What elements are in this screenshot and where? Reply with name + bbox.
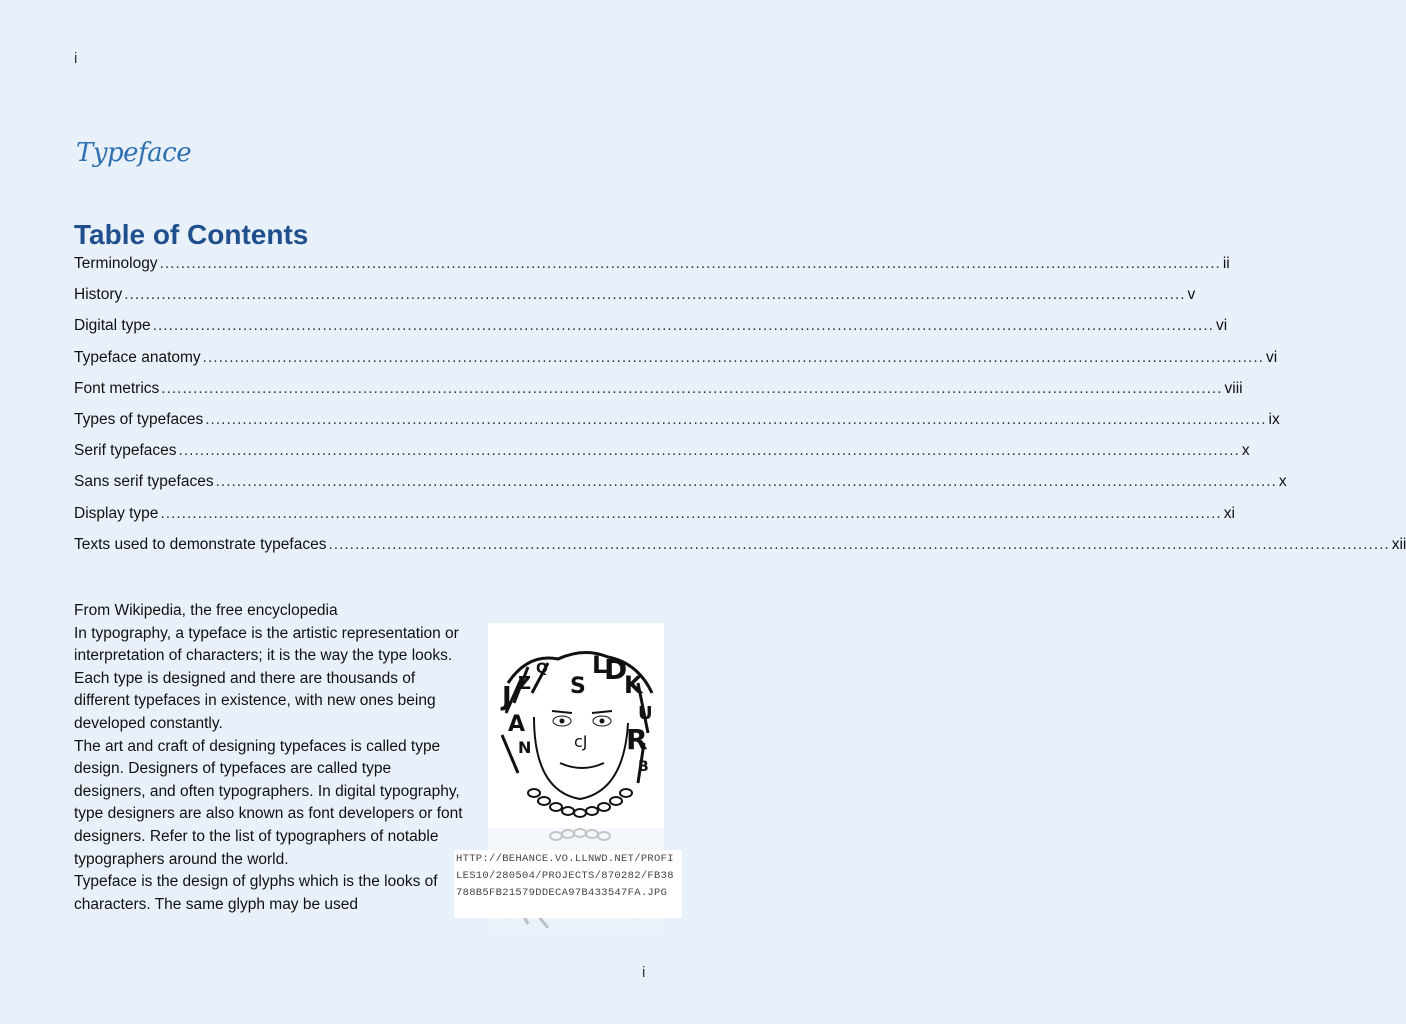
toc-entry-label: Types of typefaces xyxy=(74,410,204,428)
toc-leader-dots: ........................................................................................................................................................................................................ xyxy=(205,410,1267,428)
header-page-number: i xyxy=(74,50,78,67)
paragraph-2: The art and craft of designing typefaces is called type design. Designers of typefaces are called type designers, and often typographers. In digital typography, type designers are also known as font developers or font designers. Refer to the list of typographers of notable typographers around the world. xyxy=(74,737,463,868)
toc-leader-dots: ........................................................................................................................................................................................................ xyxy=(160,504,1222,522)
toc-heading: Table of Contents xyxy=(74,219,309,250)
letter-n: N xyxy=(518,738,532,757)
toc-entry[interactable] xyxy=(74,255,1230,286)
letter-u: U xyxy=(638,703,653,724)
paragraph-3: Typeface is the design of glyphs which is the looks of characters. The same glyph may be used xyxy=(74,873,438,913)
source-line: From Wikipedia, the free encyclopedia xyxy=(74,602,338,619)
toc-entry-label: Digital type xyxy=(74,317,151,335)
toc-entry-page: xi xyxy=(1223,504,1235,522)
toc-leader-dots: ........................................................................................................................................................................................................ xyxy=(159,255,1221,272)
toc-leader-dots: ........................................................................................................................................................................................................ xyxy=(152,317,1214,335)
toc-leader-dots: ........................................................................................................................................................................................................ xyxy=(124,286,1186,304)
toc-entry-page: v xyxy=(1187,286,1196,304)
toc-entry[interactable] xyxy=(74,348,1278,380)
toc-entry-page: xii xyxy=(1391,535,1406,553)
nose-letters: cJ xyxy=(574,732,588,751)
chain-necklace xyxy=(528,789,632,817)
toc-entry-page: ix xyxy=(1268,410,1280,428)
letter-q: Q xyxy=(536,661,548,677)
toc-entry[interactable] xyxy=(74,410,1280,442)
letter-z: Z xyxy=(518,673,532,694)
toc-entry[interactable] xyxy=(74,504,1235,536)
toc-entry[interactable] xyxy=(74,317,1228,348)
toc-entry[interactable] xyxy=(74,286,1196,317)
toc-entry-label: History xyxy=(74,286,123,304)
letter-a: A xyxy=(508,712,526,737)
toc-entry-page: x xyxy=(1278,473,1287,491)
face-outline xyxy=(534,717,628,799)
paragraph-1: In typography, a typeface is the artistic representation or interpretation of characters; it is the way the type looks. Each type is designed and there are thousands of different typefaces in existence, with new ones being developed constantly. xyxy=(74,624,459,732)
toc-entry[interactable] xyxy=(74,442,1250,473)
toc-entry[interactable] xyxy=(74,379,1243,411)
letter-s: S xyxy=(570,674,586,699)
mouth xyxy=(560,763,604,768)
toc-leader-dots: ........................................................................................................................................................................................................ xyxy=(178,442,1240,460)
toc-entry-label: Typeface anatomy xyxy=(74,348,201,366)
toc-leader-dots: ........................................................................................................................................................................................................ xyxy=(215,473,1277,491)
typography-face-illustration xyxy=(488,623,664,828)
letter-j: J xyxy=(502,682,512,712)
footer-page-number: i xyxy=(642,964,646,981)
toc-leader-dots: ........................................................................................................................................................................................................ xyxy=(161,379,1223,397)
letter-b: B xyxy=(638,759,649,775)
letter-k: K xyxy=(624,671,643,699)
toc-entry[interactable] xyxy=(74,473,1287,504)
toc-leader-dots: ........................................................................................................................................................................................................ xyxy=(202,348,1264,366)
toc-entry-page: x xyxy=(1241,442,1250,460)
toc-entry-page: vi xyxy=(1265,348,1278,366)
toc-entry-page: viii xyxy=(1224,379,1243,397)
toc-leader-dots: ........................................................................................................................................................................................................ xyxy=(328,535,1390,553)
toc-entry-label: Display type xyxy=(74,504,159,522)
letter-r: R xyxy=(626,723,648,756)
document-title: Typeface xyxy=(76,138,192,168)
toc-entry-label: Sans serif typefaces xyxy=(74,473,214,491)
toc-entry-label: Font metrics xyxy=(74,379,160,397)
toc-entry[interactable] xyxy=(74,535,1406,567)
toc-entry-label: Terminology xyxy=(74,255,158,272)
table-of-contents xyxy=(74,255,1406,567)
letter-d: D xyxy=(604,653,628,686)
body-text xyxy=(74,600,474,916)
toc-entry-label: Texts used to demonstrate typefaces xyxy=(74,535,327,553)
toc-entry-page: vi xyxy=(1215,317,1228,335)
letter-l: L xyxy=(592,651,608,679)
typography-face-drawing xyxy=(488,623,664,828)
toc-entry-label: Serif typefaces xyxy=(74,442,177,460)
toc-entry-page: ii xyxy=(1222,255,1230,272)
image-source-caption: HTTP://BEHANCE.VO.LLNWD.NET/PROFILES10/280504/PROJECTS/870282/FB38788B5FB21579DDECA97B433547FA.JPG xyxy=(454,850,682,918)
